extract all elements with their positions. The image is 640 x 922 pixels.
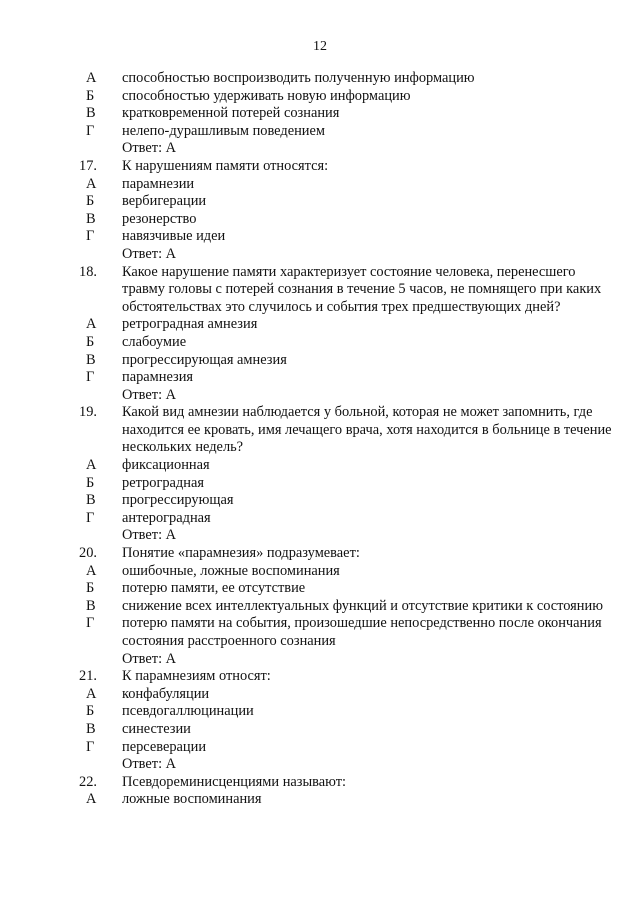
question-number: 20.: [79, 545, 97, 562]
option-letter: В: [86, 105, 96, 122]
question-text: Псевдореминисценциями называют:: [122, 773, 346, 790]
option-text: способностью удерживать новую информацию: [122, 87, 411, 104]
option-item: [0, 457, 640, 475]
option-letter: В: [86, 492, 96, 509]
option-item: [0, 791, 640, 809]
option-letter: А: [86, 175, 97, 192]
answer-text: Ответ: А: [122, 527, 177, 544]
answer-text: Ответ: А: [122, 756, 177, 773]
option-letter: Г: [86, 738, 95, 755]
answer-text: Ответ: А: [122, 140, 177, 157]
question-item: [0, 158, 640, 176]
page-number: 12: [313, 39, 327, 54]
option-text: слабоумие: [122, 333, 187, 350]
answer-line: [0, 246, 640, 264]
option-letter: Г: [86, 509, 95, 526]
question-text: Понятие «парамнезия» подразумевает:: [122, 545, 360, 562]
option-item: [0, 334, 640, 352]
option-text: ретроградная: [122, 474, 204, 491]
option-letter: А: [86, 457, 97, 474]
option-text: ошибочные, ложные воспоминания: [122, 562, 340, 579]
option-letter: [0, 651, 122, 669]
option-text: кратковременной потерей сознания: [122, 105, 340, 122]
option-text: синестезии: [122, 720, 191, 737]
option-letter: А: [86, 70, 97, 86]
answer-line: [0, 651, 640, 669]
option-letter: В: [86, 210, 96, 227]
option-text: прогрессирующая амнезия: [122, 351, 287, 368]
option-text: нелепо-дурашливым поведением: [122, 122, 325, 139]
option-item: [0, 563, 640, 581]
option-letter: Б: [86, 333, 95, 350]
option-text: прогрессирующая: [122, 492, 234, 509]
option-item: [0, 615, 640, 650]
option-text: потерю памяти на события, произошедшие непосредственно после окончания состояния расстроенного сознания: [122, 615, 602, 649]
option-item: [0, 70, 640, 88]
option-text: персеверации: [122, 738, 207, 755]
question-number: 17.: [79, 157, 97, 174]
option-letter: Г: [86, 369, 95, 386]
question-number: 18.: [79, 263, 97, 280]
option-item: [0, 739, 640, 757]
option-text: псевдогаллюцинации: [122, 703, 254, 720]
option-letter: А: [86, 562, 97, 579]
option-letter: Г: [86, 122, 95, 139]
option-letter: В: [86, 597, 96, 614]
question-item: [0, 264, 640, 317]
option-text: антероградная: [122, 509, 211, 526]
option-item: [0, 369, 640, 387]
question-item: [0, 404, 640, 457]
option-item: [0, 721, 640, 739]
option-letter: Б: [86, 87, 95, 104]
option-item: [0, 598, 640, 616]
option-text: вербигерации: [122, 193, 207, 210]
option-letter: Г: [86, 615, 95, 632]
option-letter: А: [86, 316, 97, 333]
option-text: навязчивые идеи: [122, 228, 226, 245]
option-letter: Б: [86, 193, 95, 210]
question-text: Какое нарушение памяти характеризует состояние человека, перенесшего травму головы с потерей сознания в течение 5 часов, не помнящего при каких обстоятельствах это случилось и события трех предшествующих дней?: [122, 263, 602, 315]
option-letter: А: [86, 685, 97, 702]
option-letter: В: [86, 351, 96, 368]
question-item: [0, 545, 640, 563]
option-letter: Г: [86, 228, 95, 245]
option-letter: В: [86, 720, 96, 737]
option-item: [0, 88, 640, 106]
question-text: Какой вид амнезии наблюдается у больной, которая не может запомнить, где находится ее кровать, имя лечащего врача, хотя находится в больнице в течение нескольких недель?: [122, 404, 612, 456]
question-list: [0, 70, 640, 809]
option-item: [0, 176, 640, 194]
question-number: 21.: [79, 668, 97, 685]
question-item: [0, 774, 640, 792]
option-letter: [0, 527, 122, 545]
answer-text: Ответ: А: [122, 386, 177, 403]
question-text: К нарушениям памяти относятся:: [122, 157, 329, 174]
option-item: [0, 686, 640, 704]
option-text: снижение всех интеллектуальных функций и отсутствие критики к состоянию: [122, 597, 603, 614]
option-item: [0, 352, 640, 370]
option-item: [0, 105, 640, 123]
option-item: [0, 475, 640, 493]
option-text: парамнезии: [122, 175, 195, 192]
option-text: фиксационная: [122, 457, 210, 474]
option-item: [0, 228, 640, 246]
option-letter: [0, 140, 122, 158]
option-item: [0, 193, 640, 211]
option-letter: А: [86, 791, 97, 808]
option-letter: [0, 756, 122, 774]
option-item: [0, 580, 640, 598]
question-item: [0, 668, 640, 686]
option-text: ложные воспоминания: [122, 791, 262, 808]
option-letter: [0, 387, 122, 405]
question-number: 22.: [79, 773, 97, 790]
option-item: [0, 492, 640, 510]
option-text: потерю памяти, ее отсутствие: [122, 580, 306, 597]
answer-text: Ответ: А: [122, 650, 177, 667]
option-letter: Б: [86, 703, 95, 720]
answer-line: [0, 756, 640, 774]
option-text: резонерство: [122, 210, 197, 227]
option-item: [0, 211, 640, 229]
option-item: [0, 123, 640, 141]
option-letter: [0, 246, 122, 264]
option-item: [0, 703, 640, 721]
option-text: парамнезия: [122, 369, 194, 386]
answer-line: [0, 140, 640, 158]
option-item: [0, 510, 640, 528]
answer-line: [0, 387, 640, 405]
answer-line: [0, 527, 640, 545]
option-item: [0, 316, 640, 334]
option-text: ретроградная амнезия: [122, 316, 258, 333]
option-letter: Б: [86, 580, 95, 597]
option-letter: Б: [86, 474, 95, 491]
option-text: конфабуляции: [122, 685, 210, 702]
question-text: К парамнезиям относят:: [122, 668, 271, 685]
option-text: способностью воспроизводить полученную информацию: [122, 70, 475, 86]
answer-text: Ответ: А: [122, 245, 177, 262]
question-number: 19.: [79, 404, 97, 421]
